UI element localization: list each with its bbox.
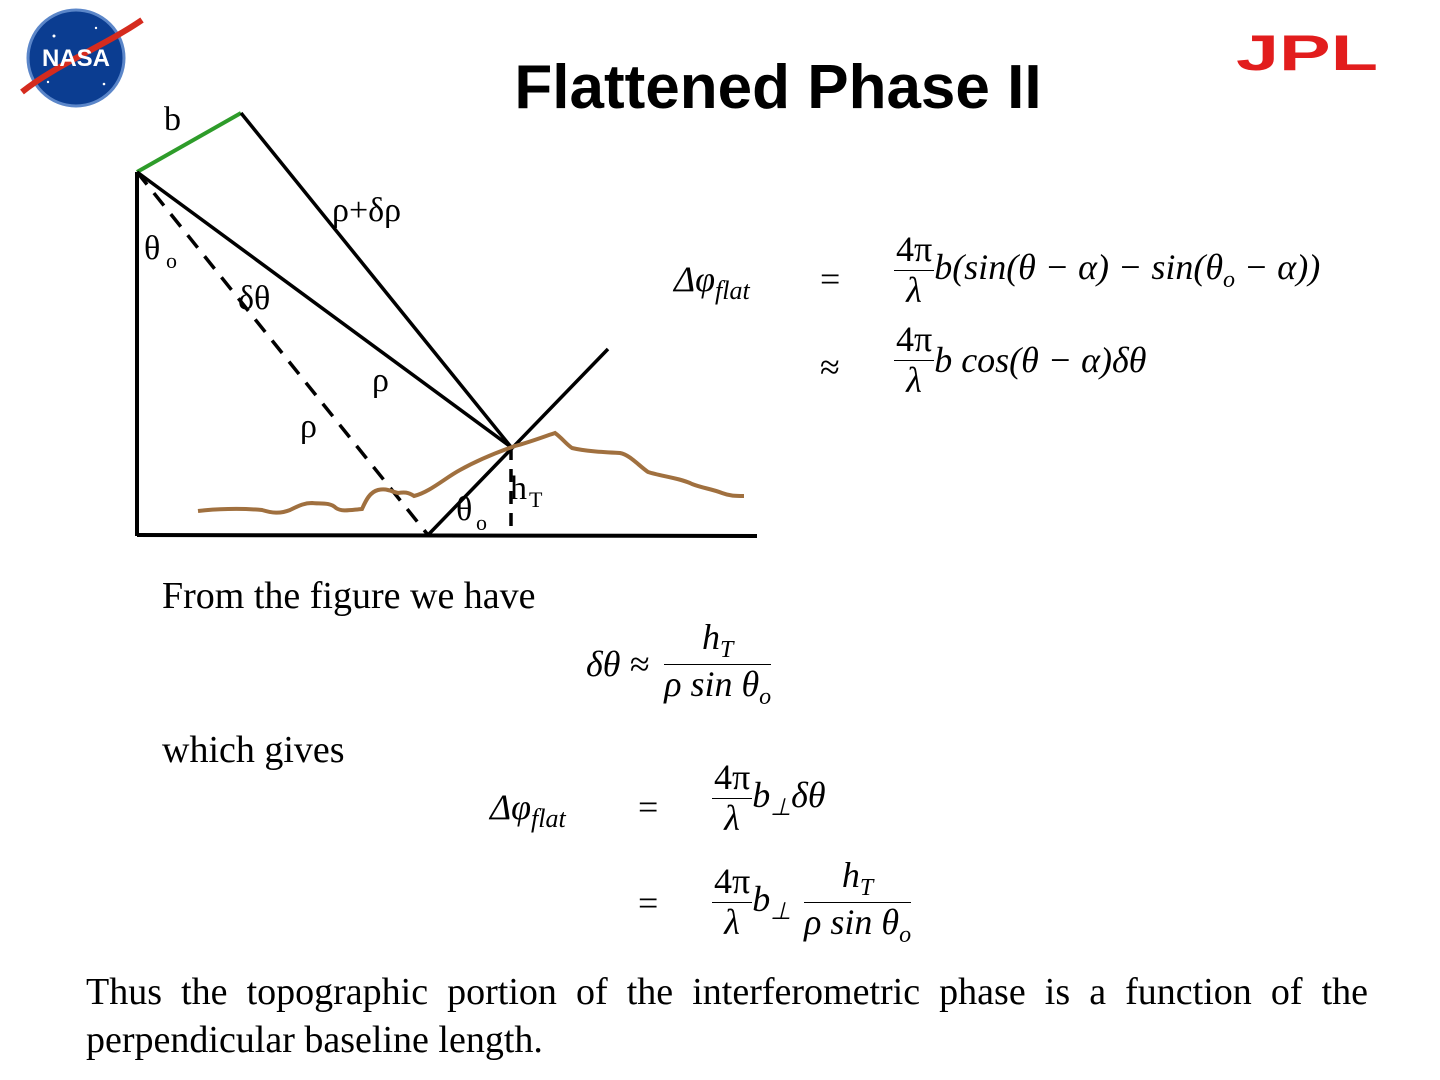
nasa-logo-text: NASA — [41, 45, 111, 72]
label-theta-o2-sub: o — [476, 510, 487, 535]
label-rho-solid: ρ — [372, 362, 389, 399]
label-h: h — [510, 470, 527, 507]
eq3-rhs1: $\frac{4\pi}{\lambda}$ $b_\perp\delta\theta$ — [714, 757, 826, 838]
eq1-lhs: $\Delta\varphi_{flat}$ — [674, 259, 750, 306]
label-h-sub: T — [529, 487, 543, 512]
eq1-rel-equals: = — [820, 259, 841, 299]
label-b: b — [164, 101, 181, 138]
label-theta-o2: θ — [456, 491, 473, 528]
label-delta-theta: δθ — [238, 280, 271, 317]
label-theta-o: θ — [144, 230, 161, 267]
conclusion-text: Thus the topographic portion of the interferometric phase is a function of the perpendicular baseline length. — [86, 971, 1368, 1061]
label-rho-dashed: ρ — [300, 408, 317, 445]
eq3-rhs2: $\frac{4\pi}{\lambda}$ $b_\perp$ $\frac{h_T}{\rho \sin \theta_o}$ — [714, 855, 912, 948]
label-rho-plus: ρ+δρ — [332, 192, 402, 229]
text-which-gives: which gives — [162, 729, 345, 771]
page-title: Flattened Phase II — [514, 53, 1042, 122]
eq3-lhs: $\Delta\varphi_{flat}$ — [490, 787, 566, 834]
eq1-rhs1: $\frac{4\pi}{\lambda}$ $b(\sin(\theta - \alpha) - \sin(\theta_o - \alpha))$ — [896, 229, 1321, 310]
eq2: δθ ≈ $\frac{h_T}{\rho \sin \theta_o}$ — [586, 617, 772, 710]
label-theta-o-sub: o — [166, 248, 177, 273]
jpl-logo-text: JPL — [1236, 30, 1378, 74]
baseline-line — [137, 113, 241, 172]
text-from-figure: From the figure we have — [162, 575, 536, 617]
ground-line — [137, 535, 757, 536]
eq3-rel2: = — [638, 883, 659, 923]
eq1-rel-approx: ≈ — [820, 347, 840, 387]
eq3-rel1: = — [638, 787, 659, 827]
eq1-rhs2: $\frac{4\pi}{\lambda}$ b cos(θ − α)δθ — [896, 319, 1147, 400]
